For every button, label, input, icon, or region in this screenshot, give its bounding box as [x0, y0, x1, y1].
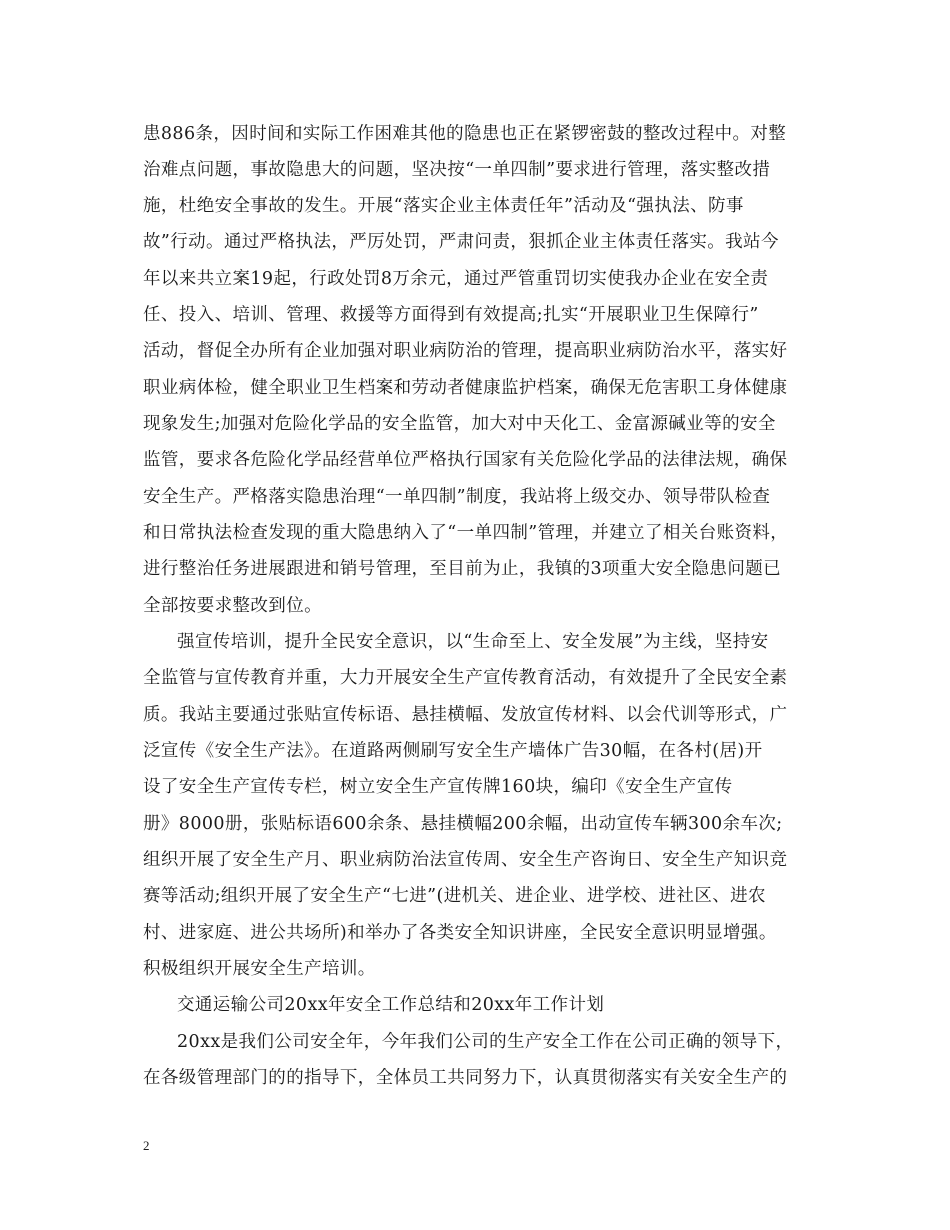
text-line: 泛宣传《安全生产法》。在道路两侧刷写安全生产墙体广告30幅，在各村(居)开	[143, 741, 763, 761]
text-line: 质。我站主要通过张贴宣传标语、悬挂横幅、发放宣传材料、以会代训等形式，广	[143, 705, 788, 725]
text-line: 设了安全生产宣传专栏，树立安全生产宣传牌160块，编印《安全生产宣传	[143, 777, 733, 797]
text-line: 全部按要求整改到位。	[143, 596, 322, 616]
text-line: 施，杜绝安全事故的发生。开展“落实企业主体责任年”活动及“强执法、防事	[143, 196, 744, 216]
text-line: 进行整治任务进展跟进和销号管理，至目前为止，我镇的3项重大安全隐患问题已	[143, 559, 782, 579]
text-line: 在各级管理部门的的指导下，全体员工共同努力下，认真贯彻落实有关安全生产的	[143, 1068, 788, 1088]
text-line: 和日常执法检查发现的重大隐患纳入了“一单四制”管理，并建立了相关台账资料，	[143, 523, 789, 543]
text-line: 赛等活动;组织开展了安全生产“七进”(进机关、进企业、进学校、进社区、进农	[143, 886, 766, 906]
text-line: 现象发生;加强对危险化学品的安全监管，加大对中天化工、金富源碱业等的安全	[143, 414, 776, 434]
text-line: 安全生产。严格落实隐患治理“一单四制”制度，我站将上级交办、领导带队检查	[143, 487, 771, 507]
section-heading: 交通运输公司20xx年安全工作总结和20xx年工作计划	[177, 995, 605, 1015]
text-line: 监管，要求各危险化学品经营单位严格执行国家有关危险化学品的法律法规，确保	[143, 450, 788, 470]
page-number: 2	[143, 1138, 150, 1153]
text-line: 组织开展了安全生产月、职业病防治法宣传周、安全生产咨询日、安全生产知识竞	[143, 850, 788, 870]
text-line: 村、进家庭、进公共场所)和举办了各类安全知识讲座，全民安全意识明显增强。	[143, 923, 777, 943]
text-line: 全监管与宣传教育并重，大力开展安全生产宣传教育活动，有效提升了全民安全素	[143, 668, 788, 688]
paragraph-start-line: 20xx是我们公司安全年，今年我们公司的生产安全工作在公司正确的领导下，	[177, 1032, 794, 1052]
text-line: 册》8000册，张贴标语600余条、悬挂横幅200余幅，出动宣传车辆300余车次;	[143, 814, 783, 834]
text-line: 患886条，因时间和实际工作困难其他的隐患也正在紧锣密鼓的整改过程中。对整	[143, 124, 787, 144]
text-line: 活动，督促全办所有企业加强对职业病防治的管理，提高职业病防治水平，落实好	[143, 341, 788, 361]
text-line: 年以来共立案19起，行政处罚8万余元，通过严管重罚切实使我办企业在安全责	[143, 269, 769, 289]
text-line: 积极组织开展安全生产培训。	[143, 959, 376, 979]
text-line: 故”行动。通过严格执法，严厉处罚，严肃问责，狠抓企业主体责任落实。我站今	[143, 232, 779, 252]
paragraph-start-line: 强宣传培训，提升全民安全意识，以“生命至上、安全发展”为主线，坚持安	[177, 632, 769, 652]
text-line: 治难点问题，事故隐患大的问题，坚决按“一单四制”要求进行管理，落实整改措	[143, 160, 771, 180]
text-line: 职业病体检，健全职业卫生档案和劳动者健康监护档案，确保无危害职工身体健康	[143, 378, 788, 398]
text-line: 任、投入、培训、管理、救援等方面得到有效提高;扎实“开展职业卫生保障行”	[143, 305, 759, 325]
